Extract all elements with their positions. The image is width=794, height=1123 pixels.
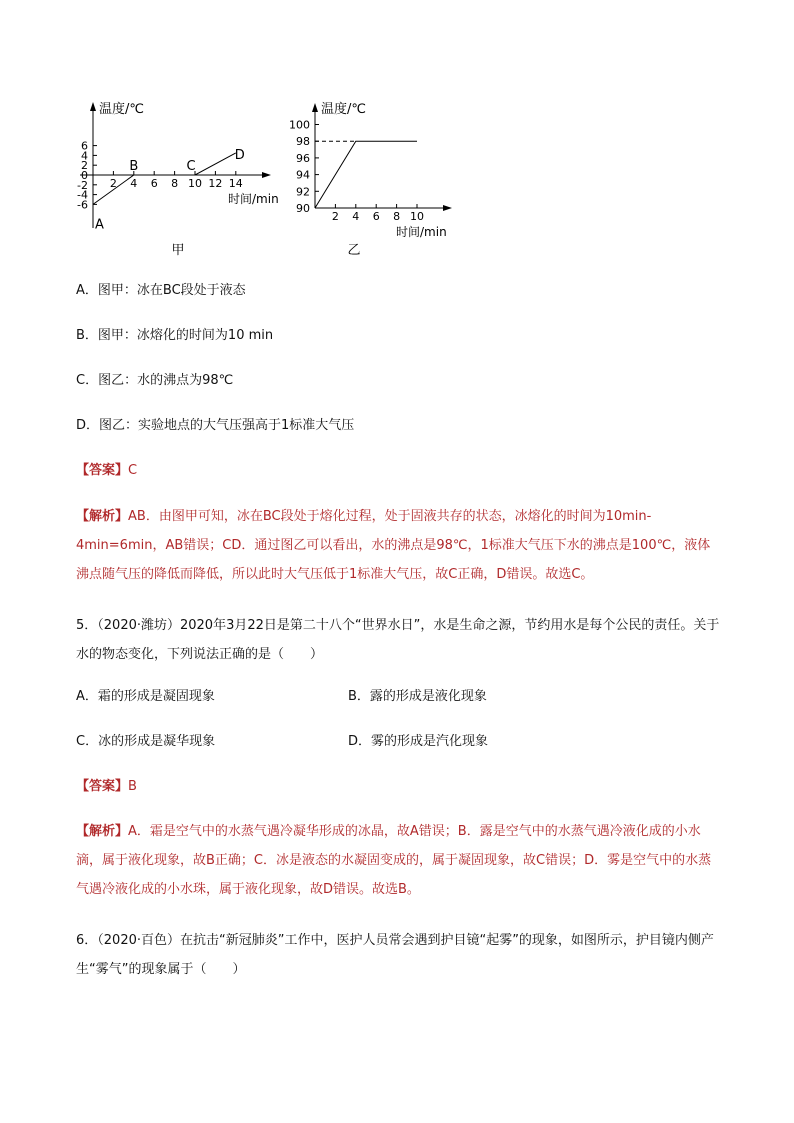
jia-x-tick-label: 14	[228, 177, 243, 190]
jia-x-tick-label: 2	[109, 177, 117, 190]
yi-y-tick-label: 98	[296, 135, 310, 149]
q4-answer-label: 【答案】	[76, 463, 129, 478]
jia-y-tick-label: -6	[77, 198, 88, 212]
jia-y-tick-label: 4	[81, 149, 88, 163]
q4-option-a: A．图甲：冰在BC段处于液态	[76, 283, 246, 298]
yi-x-tick-label: 4	[352, 210, 360, 223]
jia-x-arrow	[262, 172, 271, 178]
q5-answer	[76, 772, 137, 801]
q4-analysis-label: 【解析】	[76, 509, 129, 524]
chart-jia	[0, 0, 794, 270]
q5-answer-value: B	[128, 779, 137, 794]
jia-y-label: 温度/℃	[99, 102, 144, 117]
jia-x-tick-label: 6	[150, 177, 158, 190]
q5-option-d: D．雾的形成是汽化现象	[348, 734, 489, 749]
q4-answer	[76, 456, 137, 485]
yi-y-arrow	[312, 103, 318, 112]
jia-x-tick-label: 12	[208, 177, 223, 190]
q5-option-b: B．露的形成是液化现象	[348, 689, 487, 704]
yi-caption: 乙	[347, 243, 361, 258]
jia-x-tick-label: 4	[130, 177, 138, 190]
yi-x-tick-label: 10	[410, 210, 424, 223]
yi-y-label: 温度/℃	[321, 102, 366, 117]
yi-y-tick-label: 90	[296, 202, 310, 215]
q5-analysis-text: A．霜是空气中的水蒸气遇冷凝华形成的冰晶，故A错误；B．露是空气中的水蒸气遇冷液化成的小水滴，属于液化现象，故B正确；C．冰是液态的水凝固变成的，属于凝固现象，故C错误；D．雾是空气中的水蒸气遇冷液化成的小水珠，属于液化现象，故D错误。故选B。	[76, 824, 712, 897]
yi-y-tick-label: 100	[289, 118, 310, 132]
yi-x-tick-label: 2	[331, 210, 339, 223]
jia-y-tick-label: 2	[81, 159, 88, 173]
jia-point-label-b: B	[129, 159, 139, 174]
q5-option-c: C．冰的形成是凝华现象	[76, 734, 216, 749]
q4-option-c: C．图乙：水的沸点为98℃	[76, 373, 234, 388]
q4-answer-value: C	[128, 463, 138, 478]
yi-x-arrow	[443, 205, 452, 211]
jia-y-arrow	[90, 102, 96, 111]
jia-x-tick-label: 8	[171, 177, 179, 190]
jia-point-label-c: C	[186, 159, 196, 174]
q4-option-d: D．图乙：实验地点的大气压强高于1标准大气压	[76, 418, 355, 433]
jia-caption: 甲	[171, 243, 185, 258]
q4-option-b: B．图甲：冰熔化的时间为10 min	[76, 328, 274, 343]
q5-analysis	[76, 817, 720, 904]
q5-stem: 5．（2020·潍坊）2020年3月22日是第二十八个“世界水日”，水是生命之源，节约用水是每个公民的责任。关于水的物态变化，下列说法正确的是（ ）	[76, 618, 720, 662]
yi-y-tick-label: 94	[296, 168, 310, 182]
yi-series-line	[315, 141, 417, 208]
yi-y-tick-label: 92	[296, 185, 310, 199]
q6-stem: 6．（2020·百色）在抗击“新冠肺炎”工作中，医护人员常会遇到护目镜“起雾”的现象，如图所示，护目镜内侧产生“雾气”的现象属于（ ）	[76, 933, 714, 977]
jia-point-label-a: A	[95, 217, 104, 233]
q4-analysis-text: AB．由图甲可知，冰在BC段处于熔化过程，处于固液共存的状态，冰熔化的时间为10min-4min=6min，AB错误；CD．通过图乙可以看出，水的沸点是98℃，1标准大气压下水的沸点是100℃，液体沸点随气压的降低而降低，所以此时大气压低于1标准大气压，故C正确，D错误。故选C。	[76, 509, 711, 582]
jia-point-label-d: D	[234, 147, 245, 163]
q5-analysis-label: 【解析】	[76, 824, 129, 839]
yi-x-tick-label: 8	[393, 210, 401, 223]
q5-option-a: A．霜的形成是凝固现象	[76, 689, 215, 704]
jia-x-label: 时间/min	[228, 192, 279, 206]
yi-x-label: 时间/min	[396, 225, 447, 239]
q4-analysis	[76, 502, 720, 589]
jia-y-tick-label: 6	[81, 139, 88, 153]
jia-y-tick-label: -4	[77, 188, 88, 202]
yi-x-tick-label: 6	[372, 210, 380, 223]
jia-x-tick-label: 10	[188, 177, 202, 190]
jia-y-tick-label: -2	[77, 178, 88, 192]
q5-answer-label: 【答案】	[76, 779, 129, 794]
yi-y-tick-label: 96	[296, 151, 310, 165]
jia-y-tick-label: 0	[81, 169, 88, 182]
